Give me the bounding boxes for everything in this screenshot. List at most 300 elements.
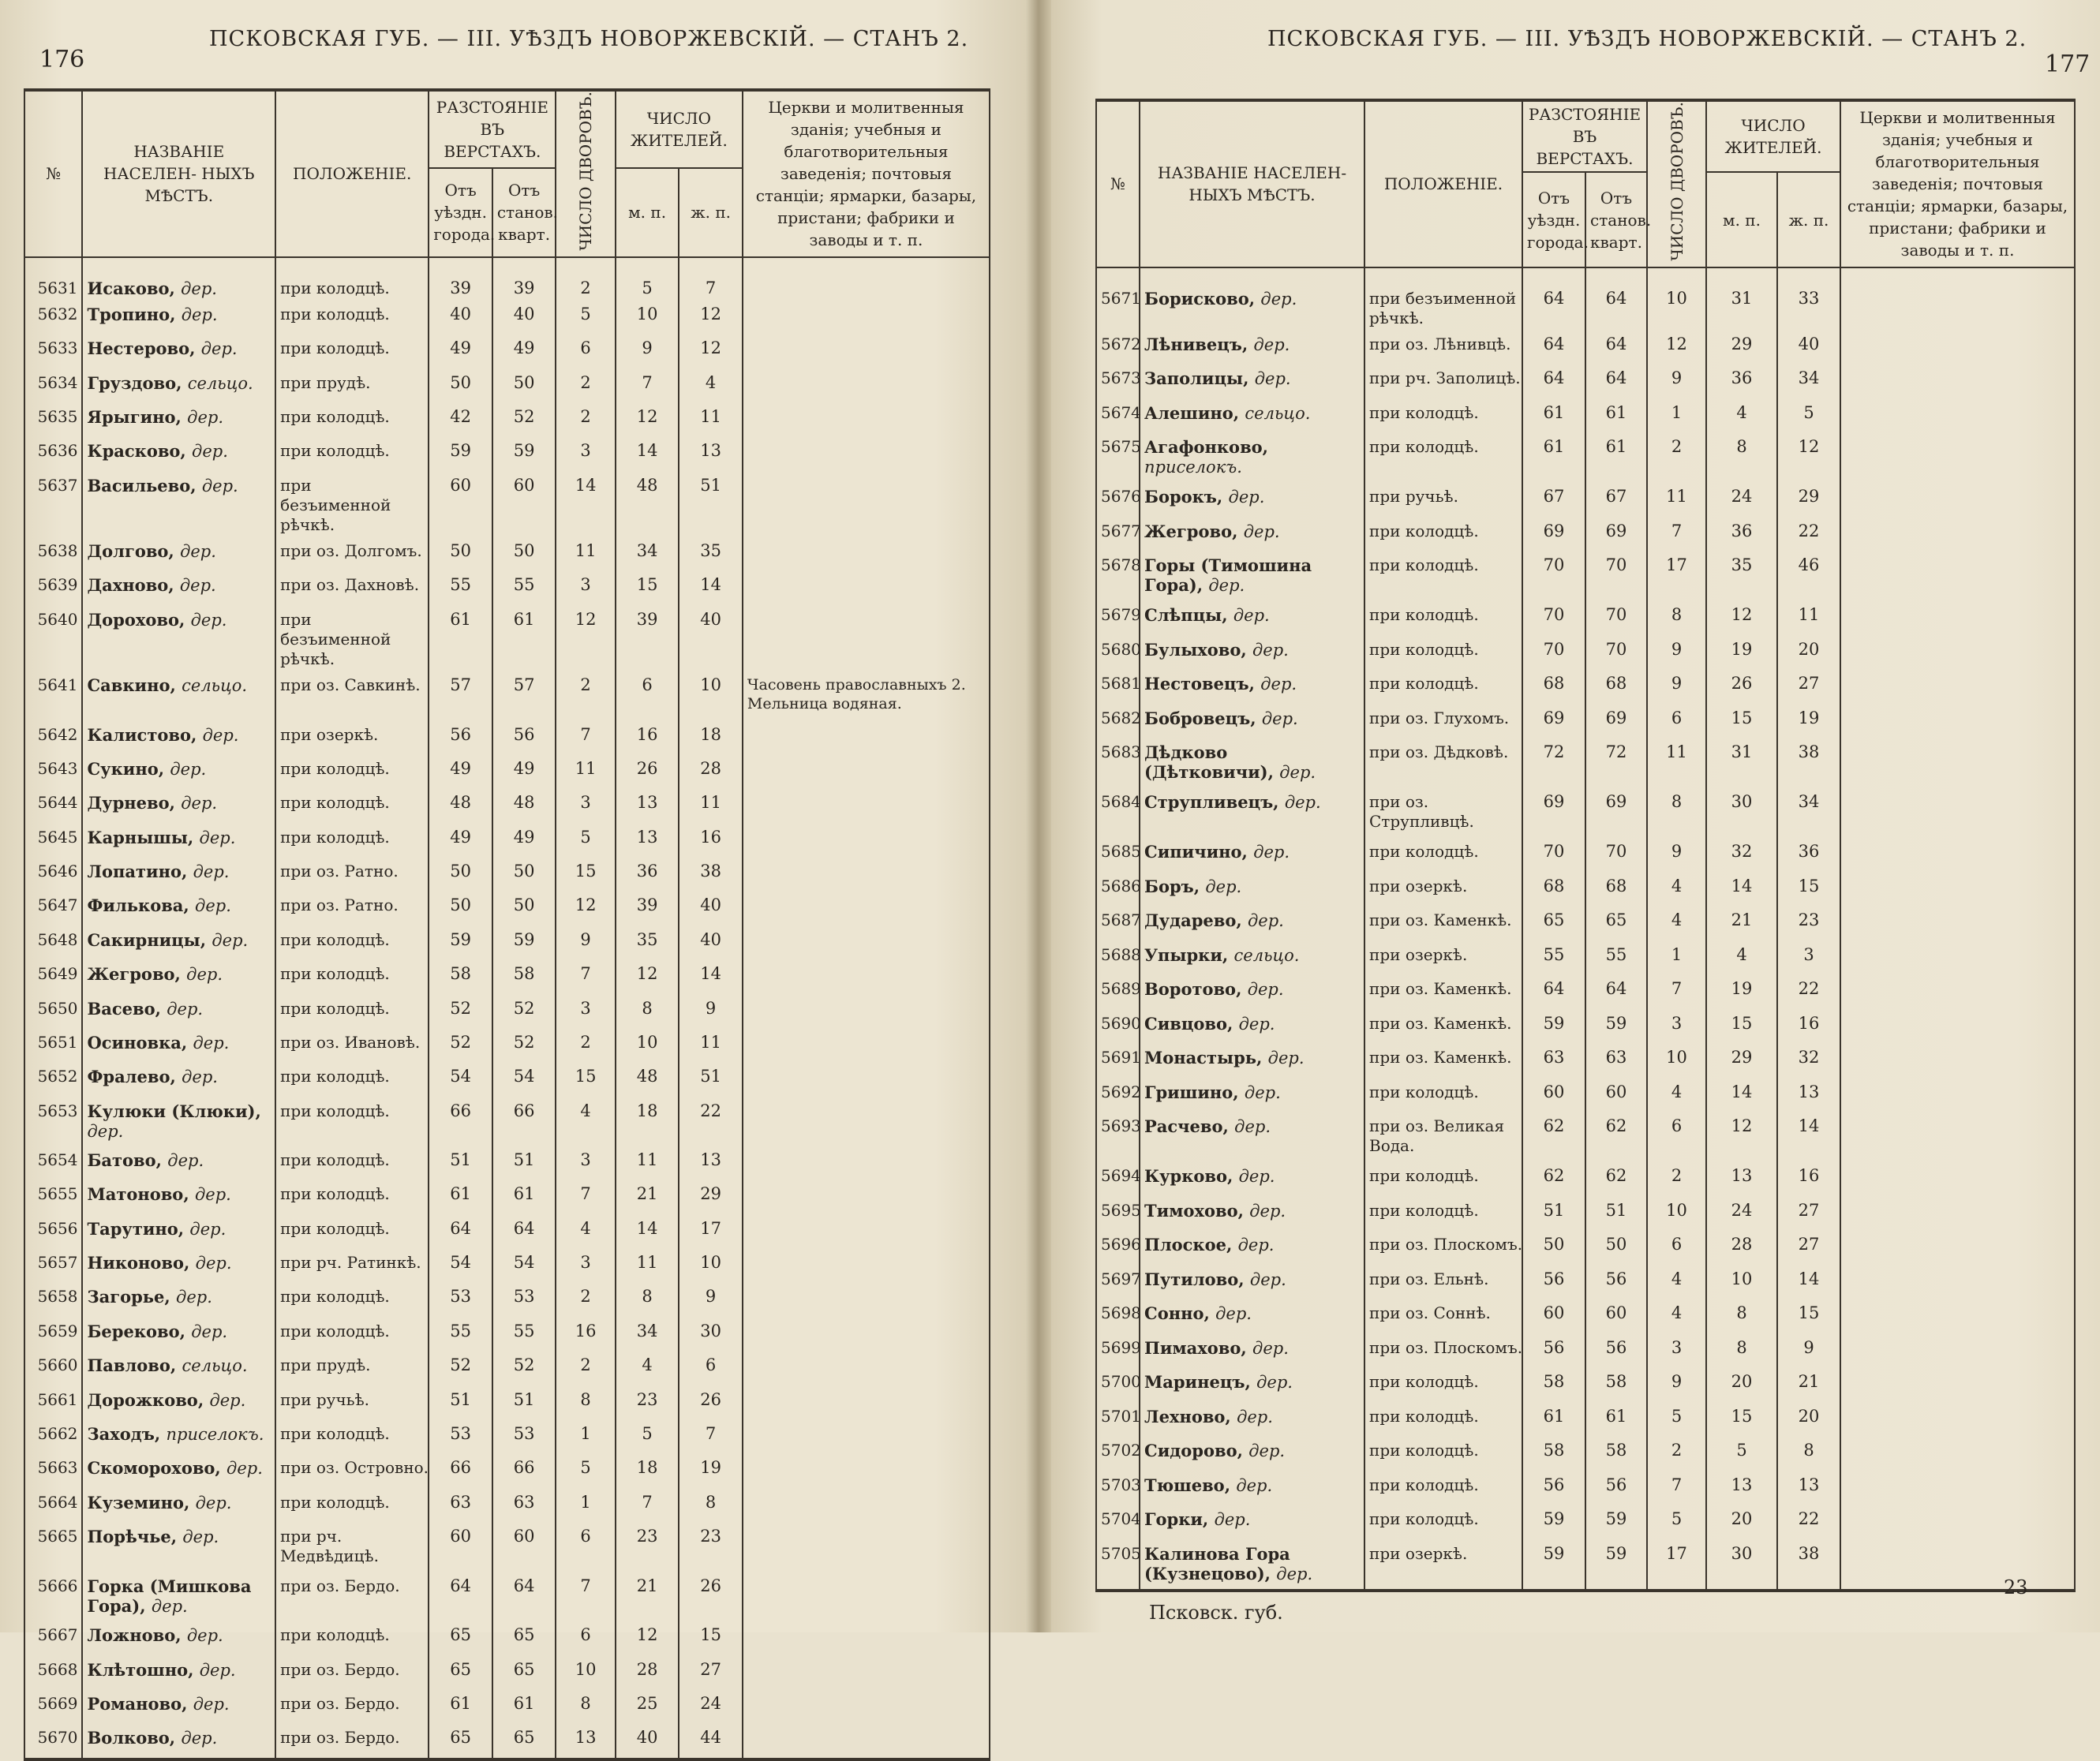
table-row [24, 1216, 990, 1250]
settlement-kind: дер. [1244, 1082, 1281, 1102]
female-residents: 27 [679, 1657, 743, 1691]
settlement-name-text: Сипичино, [1144, 842, 1248, 862]
notes-cell [743, 1657, 990, 1691]
notes-cell [1840, 1011, 2075, 1045]
household-count: 3 [556, 438, 615, 472]
table-row [24, 538, 990, 572]
settlement-name [82, 257, 275, 301]
settlement-name-text: Плоское, [1144, 1235, 1233, 1255]
settlement-position: при колодцѣ. [275, 790, 429, 824]
distance-from-town: 61 [1522, 400, 1585, 435]
row-number: 5683 [1096, 739, 1140, 789]
settlement-kind: дер. [87, 1121, 124, 1141]
notes-cell [743, 538, 990, 572]
settlement-name [1140, 602, 1364, 637]
household-count: 8 [1647, 789, 1706, 839]
household-count: 12 [556, 607, 615, 672]
settlement-position: при колодцѣ. [1364, 1079, 1522, 1114]
header-female: ж. п. [1777, 172, 1840, 267]
female-residents: 20 [1777, 637, 1840, 671]
row-number: 5668 [24, 1657, 82, 1691]
settlement-name-text: Тарутино, [87, 1218, 185, 1239]
male-residents: 15 [616, 572, 679, 606]
distance-from-town: 53 [429, 1284, 492, 1318]
household-count: 11 [1647, 739, 1706, 789]
header-name: НАЗВАНІЕ НАСЕЛЕН- НЫХЪ МѢСТЪ. [1140, 100, 1364, 267]
distance-from-stan: 64 [492, 1216, 556, 1250]
settlement-position: при озеркѣ. [1364, 1541, 1522, 1591]
male-residents: 15 [1706, 705, 1777, 740]
female-residents: 10 [679, 672, 743, 722]
table-row [1096, 1079, 2075, 1114]
female-residents: 40 [679, 607, 743, 672]
distance-from-town: 68 [1522, 671, 1585, 705]
table-row [1096, 1113, 2075, 1163]
settlement-name-text: Филькова, [87, 895, 189, 916]
household-count: 15 [556, 858, 615, 892]
settlement-kind: дер. [182, 1067, 218, 1087]
female-residents: 44 [679, 1725, 743, 1759]
female-residents: 18 [679, 722, 743, 756]
male-residents: 18 [616, 1455, 679, 1489]
settlement-name-text: Горка (Мишкова Гора), [87, 1576, 252, 1617]
settlement-kind: дер. [193, 1694, 230, 1714]
female-residents: 40 [679, 892, 743, 926]
settlement-name [82, 335, 275, 369]
distance-from-town: 39 [429, 257, 492, 301]
household-count: 9 [1647, 839, 1706, 873]
notes-cell [743, 257, 990, 301]
distance-from-stan: 51 [1585, 1198, 1647, 1232]
settlement-position: при оз. Бердо. [275, 1725, 429, 1759]
distance-from-stan: 59 [492, 927, 556, 961]
notes-cell [1840, 1506, 2075, 1541]
distance-from-stan: 67 [1585, 484, 1647, 518]
settlement-name-text: Тропино, [87, 304, 176, 324]
table-row [24, 473, 990, 538]
settlement-name-text: Упырки, [1144, 944, 1229, 965]
female-residents: 22 [1777, 518, 1840, 553]
settlement-name-text: Васево, [87, 998, 161, 1019]
distance-from-town: 66 [429, 1455, 492, 1489]
distance-from-stan: 63 [1585, 1045, 1647, 1079]
table-row [1096, 671, 2075, 705]
notes-cell [1840, 365, 2075, 400]
settlement-name [1140, 839, 1364, 873]
running-head-right: ПСКОВСКАЯ ГУБ. — III. УѢЗДЪ НОВОРЖЕВСКІЙ. — СТАНЪ 2. [1267, 27, 2027, 51]
table-row [24, 1657, 990, 1691]
settlement-position: при прудѣ. [275, 1352, 429, 1386]
settlement-name-text: Долгово, [87, 540, 174, 561]
notes-cell [1840, 602, 2075, 637]
distance-from-stan: 64 [1585, 365, 1647, 400]
distance-from-stan: 64 [492, 1573, 556, 1622]
household-count: 5 [556, 301, 615, 335]
settlement-name [1140, 267, 1364, 331]
settlement-kind: дер. [195, 1254, 232, 1273]
table-row [24, 756, 990, 790]
settlement-position: при оз. Ивановѣ. [275, 1030, 429, 1064]
settlement-position: при колодцѣ. [275, 1147, 429, 1181]
settlement-kind: дер. [1260, 289, 1297, 308]
row-number: 5670 [24, 1725, 82, 1759]
female-residents: 34 [1777, 789, 1840, 839]
household-count: 1 [556, 1490, 615, 1524]
settlement-position: при безъименной рѣчкѣ. [1364, 267, 1522, 331]
household-count: 5 [556, 824, 615, 858]
row-number: 5679 [1096, 602, 1140, 637]
household-count: 5 [1647, 1506, 1706, 1541]
settlement-position: при оз. Дахновѣ. [275, 572, 429, 606]
notes-cell [743, 301, 990, 335]
table-row [1096, 484, 2075, 518]
household-count: 7 [556, 1573, 615, 1622]
header-notes: Церкви и молитвенныя зданія; учебныя и благотворительныя заведенія; почтовыя станціи; ярмарки, базары, пристани; фабрики и заводы и т. п. [743, 90, 990, 257]
notes-cell [1840, 552, 2075, 602]
row-number: 5646 [24, 858, 82, 892]
row-number: 5655 [24, 1181, 82, 1215]
settlement-kind: дер. [1238, 1167, 1275, 1187]
female-residents: 23 [1777, 907, 1840, 942]
row-number: 5642 [24, 722, 82, 756]
male-residents: 14 [1706, 873, 1777, 908]
table-row [24, 1573, 990, 1622]
household-count: 7 [1647, 518, 1706, 553]
female-residents: 22 [679, 1098, 743, 1147]
distance-from-town: 49 [429, 335, 492, 369]
household-count: 7 [556, 961, 615, 995]
male-residents: 13 [616, 824, 679, 858]
female-residents: 4 [679, 370, 743, 404]
distance-from-town: 49 [429, 756, 492, 790]
table-row [24, 1064, 990, 1097]
distance-from-town: 64 [1522, 331, 1585, 366]
settlement-name [82, 1725, 275, 1759]
settlement-kind: дер. [195, 1493, 232, 1512]
row-number: 5702 [1096, 1438, 1140, 1472]
settlement-position: при колодцѣ. [275, 996, 429, 1030]
female-residents: 11 [1777, 602, 1840, 637]
settlement-kind: дер. [191, 1322, 228, 1341]
male-residents: 14 [616, 1216, 679, 1250]
notes-cell [1840, 484, 2075, 518]
settlement-kind: дер. [1279, 763, 1316, 783]
settlement-name [1140, 1011, 1364, 1045]
settlement-position: при озеркѣ. [275, 722, 429, 756]
distance-from-stan: 65 [1585, 907, 1647, 942]
male-residents: 24 [1706, 484, 1777, 518]
header-distance: РАЗСТОЯНІЕ ВЪ ВЕРСТАХЪ. [429, 90, 556, 168]
female-residents: 13 [1777, 1472, 1840, 1507]
row-number: 5643 [24, 756, 82, 790]
settlement-position: при колодцѣ. [275, 1318, 429, 1352]
male-residents: 34 [616, 1318, 679, 1352]
distance-from-town: 64 [429, 1216, 492, 1250]
row-number: 5667 [24, 1622, 82, 1656]
notes-cell [1840, 873, 2075, 908]
distance-from-stan: 55 [1585, 942, 1647, 977]
settlement-kind: дер. [167, 1150, 204, 1170]
header-households: ЧИСЛО ДВОРОВЪ. [556, 90, 615, 257]
settlement-name [82, 1524, 275, 1573]
distance-from-stan: 58 [492, 961, 556, 995]
household-count: 13 [556, 1725, 615, 1759]
settlement-name [1140, 789, 1364, 839]
distance-from-stan: 59 [1585, 1011, 1647, 1045]
notes-cell [1840, 1113, 2075, 1163]
notes-cell [1840, 434, 2075, 484]
settlement-position: при оз. Глухомъ. [1364, 705, 1522, 740]
male-residents: 26 [616, 756, 679, 790]
distance-from-town: 70 [1522, 637, 1585, 671]
household-count: 2 [1647, 1438, 1706, 1472]
household-count: 10 [1647, 267, 1706, 331]
row-number: 5681 [1096, 671, 1140, 705]
male-residents: 24 [1706, 1198, 1777, 1232]
row-number: 5700 [1096, 1369, 1140, 1404]
row-number: 5636 [24, 438, 82, 472]
distance-from-town: 53 [429, 1421, 492, 1455]
settlement-name [82, 1387, 275, 1421]
settlement-name-text: Тимохово, [1144, 1200, 1244, 1221]
distance-from-town: 58 [429, 961, 492, 995]
male-residents: 30 [1706, 1541, 1777, 1591]
female-residents: 9 [1777, 1335, 1840, 1370]
distance-from-town: 60 [1522, 1300, 1585, 1335]
settlement-kind: дер. [170, 759, 207, 779]
household-count: 2 [556, 370, 615, 404]
settlement-name-text: Борокъ, [1144, 487, 1223, 507]
notes-cell [743, 1524, 990, 1573]
household-count: 2 [556, 404, 615, 438]
male-residents: 40 [616, 1725, 679, 1759]
female-residents: 11 [679, 1030, 743, 1064]
distance-from-stan: 70 [1585, 602, 1647, 637]
distance-from-town: 55 [429, 572, 492, 606]
settlement-kind: дер. [194, 1185, 231, 1205]
distance-from-town: 50 [429, 370, 492, 404]
settlement-position: при рч. Ратинкѣ. [275, 1250, 429, 1284]
male-residents: 30 [1706, 789, 1777, 839]
distance-from-town: 51 [429, 1147, 492, 1181]
distance-from-town: 70 [1522, 839, 1585, 873]
settlement-name-text: Монастырь, [1144, 1048, 1263, 1068]
settlement-kind: дер. [193, 862, 230, 882]
settlement-name-text: Осиновка, [87, 1033, 188, 1053]
notes-cell [1840, 1335, 2075, 1370]
distance-from-town: 50 [1522, 1232, 1585, 1266]
male-residents: 13 [616, 790, 679, 824]
settlement-position: при колодцѣ. [275, 1490, 429, 1524]
row-number: 5692 [1096, 1079, 1140, 1114]
distance-from-town: 48 [429, 790, 492, 824]
household-count: 3 [1647, 1011, 1706, 1045]
settlement-kind: дер. [209, 1390, 246, 1410]
female-residents: 12 [1777, 434, 1840, 484]
settlement-name-text: Красково, [87, 441, 186, 462]
notes-cell [743, 1098, 990, 1147]
settlement-position: при колодцѣ. [1364, 1438, 1522, 1472]
male-residents: 5 [1706, 1438, 1777, 1472]
household-count: 8 [1647, 602, 1706, 637]
female-residents: 15 [679, 1622, 743, 1656]
settlement-name [82, 824, 275, 858]
settlement-name [1140, 1472, 1364, 1507]
distance-from-town: 51 [429, 1387, 492, 1421]
notes-cell [743, 927, 990, 961]
settlement-name [82, 404, 275, 438]
female-residents: 14 [1777, 1113, 1840, 1163]
notes-cell [1840, 1163, 2075, 1198]
distance-from-town: 62 [1522, 1163, 1585, 1198]
table-row [24, 1284, 990, 1318]
male-residents: 12 [616, 1622, 679, 1656]
settlement-name-text: Лопатино, [87, 862, 188, 882]
settlement-position: при рч. Заполицѣ. [1364, 365, 1522, 400]
notes-cell [743, 1181, 990, 1215]
header-distance: РАЗСТОЯНІЕ ВЪ ВЕРСТАХЪ. [1522, 100, 1647, 172]
settlement-position: при оз. Каменкѣ. [1364, 907, 1522, 942]
distance-from-town: 56 [1522, 1335, 1585, 1370]
settlement-kind: сельцо. [187, 373, 253, 393]
settlement-position: при оз. Ратно. [275, 892, 429, 926]
header-from-stan: Отъ станов. кварт. [1585, 172, 1647, 267]
distance-from-stan: 55 [492, 572, 556, 606]
settlement-kind: приселокъ. [166, 1424, 264, 1444]
notes-cell [743, 473, 990, 538]
row-number: 5637 [24, 473, 82, 538]
notes-cell [743, 438, 990, 472]
settlement-name [82, 961, 275, 995]
distance-from-stan: 66 [492, 1455, 556, 1489]
row-number: 5666 [24, 1573, 82, 1622]
male-residents: 4 [1706, 942, 1777, 977]
distance-from-stan: 65 [492, 1725, 556, 1759]
distance-from-town: 61 [1522, 434, 1585, 484]
household-count: 9 [1647, 1369, 1706, 1404]
settlement-kind: дер. [1237, 1407, 1273, 1426]
notes-cell [1840, 518, 2075, 553]
settlement-name-text: Романово, [87, 1693, 188, 1714]
notes-cell [1840, 739, 2075, 789]
female-residents: 8 [679, 1490, 743, 1524]
male-residents: 8 [1706, 1335, 1777, 1370]
notes-cell [743, 1147, 990, 1181]
settlement-kind: дер. [1252, 640, 1289, 660]
settlement-kind: дер. [1261, 709, 1298, 728]
header-from-stan: Отъ станов. кварт. [492, 168, 556, 257]
settlement-name [1140, 484, 1364, 518]
settlement-name [1140, 400, 1364, 435]
male-residents: 25 [616, 1691, 679, 1725]
female-residents: 38 [1777, 739, 1840, 789]
settlement-name-text: Калистово, [87, 724, 197, 745]
table-row [1096, 1011, 2075, 1045]
distance-from-town: 58 [1522, 1438, 1585, 1472]
table-row [1096, 1438, 2075, 1472]
row-number: 5663 [24, 1455, 82, 1489]
table-row [1096, 552, 2075, 602]
distance-from-stan: 40 [492, 301, 556, 335]
table-row [24, 404, 990, 438]
male-residents: 5 [616, 1421, 679, 1455]
settlement-position: при оз. Дѣдковѣ. [1364, 739, 1522, 789]
settlement-name [1140, 907, 1364, 942]
table-row [1096, 331, 2075, 366]
settlement-kind: дер. [167, 999, 204, 1019]
distance-from-town: 55 [429, 1318, 492, 1352]
distance-from-stan: 65 [492, 1622, 556, 1656]
row-number: 5682 [1096, 705, 1140, 740]
distance-from-town: 54 [429, 1250, 492, 1284]
settlement-name-text: Боръ, [1144, 876, 1200, 896]
female-residents: 30 [679, 1318, 743, 1352]
household-count: 2 [556, 1030, 615, 1064]
settlement-name [1140, 976, 1364, 1011]
distance-from-town: 61 [429, 1181, 492, 1215]
settlement-kind: дер. [190, 610, 227, 630]
male-residents: 7 [616, 1490, 679, 1524]
settlement-kind: дер. [181, 1729, 218, 1748]
settlement-kind: дер. [180, 541, 216, 561]
female-residents: 28 [679, 756, 743, 790]
row-number: 5675 [1096, 434, 1140, 484]
table-row [1096, 1335, 2075, 1370]
female-residents: 20 [1777, 1404, 1840, 1438]
notes-cell [1840, 1266, 2075, 1301]
distance-from-town: 59 [1522, 1011, 1585, 1045]
row-number: 5635 [24, 404, 82, 438]
notes-cell [1840, 1404, 2075, 1438]
male-residents: 48 [616, 473, 679, 538]
female-residents: 14 [679, 961, 743, 995]
distance-from-stan: 64 [1585, 331, 1647, 366]
row-number: 5673 [1096, 365, 1140, 400]
male-residents: 19 [1706, 976, 1777, 1011]
settlement-name-text: Карнышы, [87, 827, 194, 847]
male-residents: 8 [616, 996, 679, 1030]
household-count: 2 [1647, 1163, 1706, 1198]
settlement-name [82, 1421, 275, 1455]
female-residents: 12 [679, 301, 743, 335]
male-residents: 16 [616, 722, 679, 756]
table-row [24, 1250, 990, 1284]
settlement-name [1140, 1232, 1364, 1266]
household-count: 6 [1647, 1113, 1706, 1163]
settlement-position: при оз. Плоскомъ. [1364, 1335, 1522, 1370]
table-row [24, 1318, 990, 1352]
household-count: 1 [1647, 400, 1706, 435]
settlement-name [1140, 705, 1364, 740]
settlement-kind: дер. [1267, 1049, 1305, 1068]
household-count: 3 [556, 1147, 615, 1181]
settlement-position: при колодцѣ. [1364, 552, 1522, 602]
settlement-name-text: Сакирницы, [87, 929, 207, 950]
settlement-name [82, 756, 275, 790]
settlement-name [82, 927, 275, 961]
household-count: 1 [556, 1421, 615, 1455]
settlement-kind: дер. [199, 1660, 236, 1680]
settlement-kind: дер. [1237, 1236, 1275, 1255]
distance-from-town: 64 [429, 1573, 492, 1622]
row-number: 5705 [1096, 1541, 1140, 1591]
header-notes: Церкви и молитвенныя зданія; учебныя и благотворительныя заведенія; почтовыя станціи; ярмарки, базары, пристани; фабрики и заводы и т. п. [1840, 100, 2075, 267]
settlement-position: при колодцѣ. [275, 1098, 429, 1147]
male-residents: 11 [616, 1250, 679, 1284]
settlement-name [1140, 637, 1364, 671]
distance-from-town: 65 [1522, 907, 1585, 942]
household-count: 9 [556, 927, 615, 961]
